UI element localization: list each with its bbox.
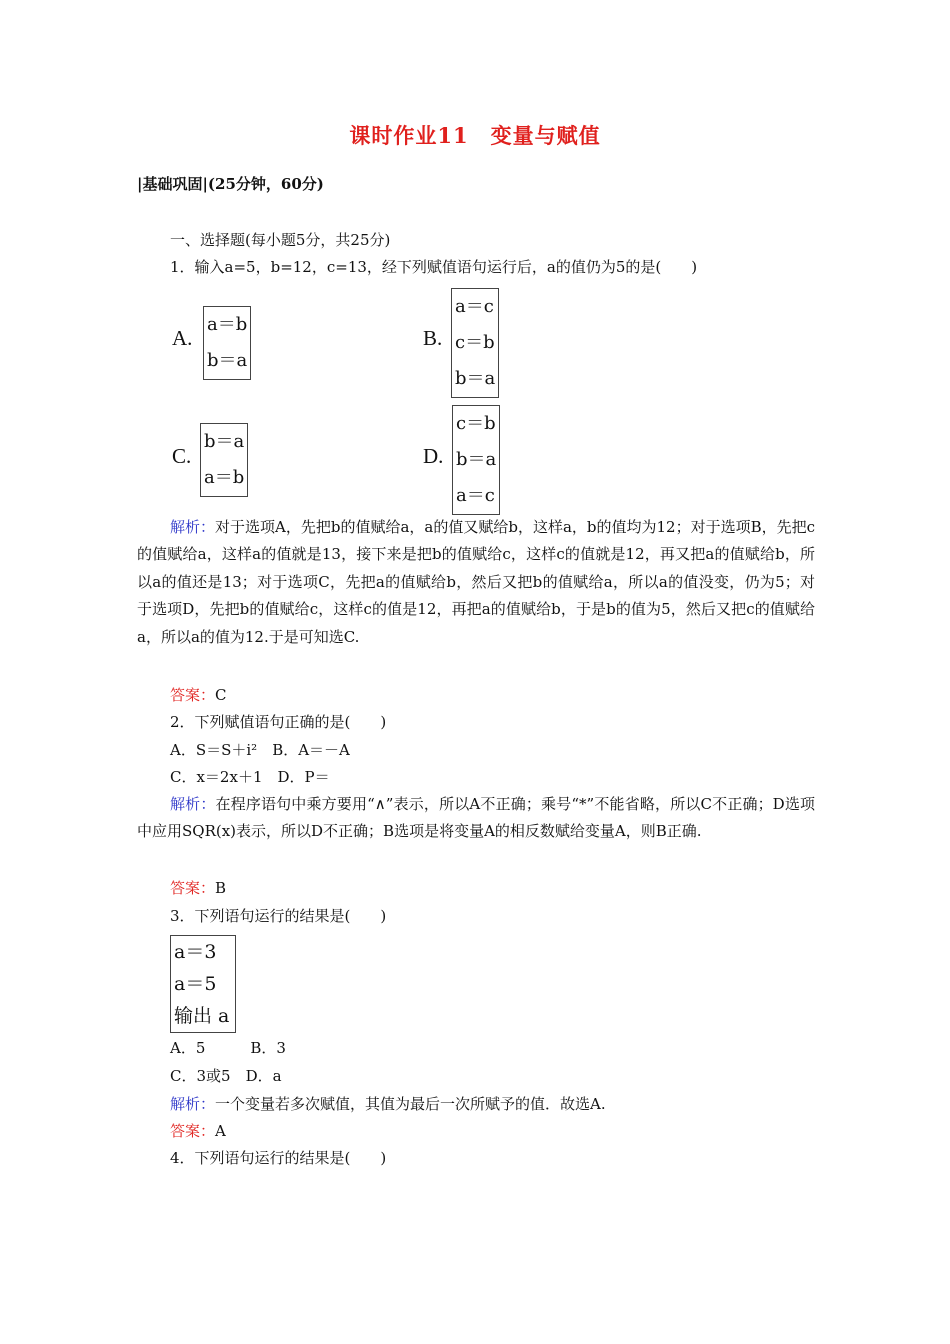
q1-option-c-label: C. <box>172 444 192 468</box>
code-line: a＝5 <box>174 973 217 995</box>
q2-options-row1: A．S＝S＋i² B．A＝－A <box>170 741 350 759</box>
q1-option-d-label: D. <box>423 444 444 468</box>
q1-option-a-label: A. <box>172 326 193 350</box>
code-line: a＝c <box>455 296 494 317</box>
q1-analysis <box>137 514 815 651</box>
answer-label: 答案： <box>170 879 216 897</box>
page-title: 课时作业11 变量与赋值 <box>349 123 601 148</box>
section-heading: |基础巩固|(25分钟，60分) <box>137 175 324 193</box>
answer-label: 答案： <box>170 686 216 704</box>
q1-option-d-box <box>452 405 500 515</box>
answer-value: A <box>215 1122 226 1140</box>
code-line: a＝3 <box>174 941 217 963</box>
q1-stem: 1．输入a=5，b=12，c=13，经下列赋值语句运行后，a的值仍为5的是( ) <box>170 258 698 276</box>
q3-options-row2: C．3或5 D．a <box>170 1067 282 1085</box>
part-heading: 一、选择题(每小题5分，共25分) <box>170 231 391 249</box>
q2-answer <box>170 878 226 898</box>
q1-option-a-box <box>203 306 251 380</box>
code-line: b＝a <box>204 431 245 452</box>
code-line: b＝a <box>455 368 496 389</box>
code-line: b＝a <box>207 350 248 371</box>
q1-option-b-label: B. <box>423 326 443 350</box>
code-line: c＝b <box>455 332 495 353</box>
q3-options-row1: A．5 B．3 <box>170 1039 286 1057</box>
q1-option-b-box <box>451 288 499 398</box>
code-line: a＝c <box>456 485 495 506</box>
q2-stem: 2．下列赋值语句正确的是( ) <box>170 713 387 731</box>
code-line: 输出 a <box>174 1005 230 1027</box>
analysis-text: 在程序语句中乘方要用“∧”表示，所以A不正确；乘号“*”不能省略，所以C不正确；D选项中应用SQR(x)表示，所以D不正确；B选项是将变量A的相反数赋给变量A，则B正确. <box>137 795 815 841</box>
q3-code-box <box>170 935 236 1033</box>
q4-stem: 4．下列语句运行的结果是( ) <box>170 1149 387 1167</box>
q3-analysis <box>170 1094 606 1114</box>
q2-options-row2: C．x＝2x＋1 D．P＝ <box>170 768 330 786</box>
code-line: b＝a <box>456 449 497 470</box>
code-line: a＝b <box>204 467 245 488</box>
code-line: c＝b <box>456 413 496 434</box>
q3-answer <box>170 1121 226 1141</box>
answer-value: B <box>215 879 227 897</box>
analysis-text: 一个变量若多次赋值，其值为最后一次所赋予的值．故选A. <box>215 1095 606 1113</box>
q1-option-c-box <box>200 423 248 497</box>
analysis-label: 解析： <box>170 518 216 536</box>
q1-answer <box>170 685 227 705</box>
analysis-text: 对于选项A，先把b的值赋给a，a的值又赋给b，这样a，b的值均为12；对于选项B，先把c的值赋给a，这样a的值就是13，接下来是把b的值赋给c，这样c的值就是12，再又把a的值赋给b，所以a的值还是13；对于选项C，先把a的值赋给b，然后又把b的值赋给a，所以a的值没变，仍为5；对于选项D，先把b的值赋给c，这样c的值是12，再把a的值赋给b，于是b的值为5，然后又把c的值赋给a，所以a的值为12.于是可知选C. <box>137 518 815 646</box>
code-line: a＝b <box>207 314 248 335</box>
analysis-label: 解析： <box>170 1095 216 1113</box>
analysis-label: 解析： <box>170 795 216 813</box>
q3-stem: 3．下列语句运行的结果是( ) <box>170 907 387 925</box>
q2-analysis <box>137 791 815 846</box>
answer-label: 答案： <box>170 1122 216 1140</box>
answer-value: C <box>215 686 227 704</box>
